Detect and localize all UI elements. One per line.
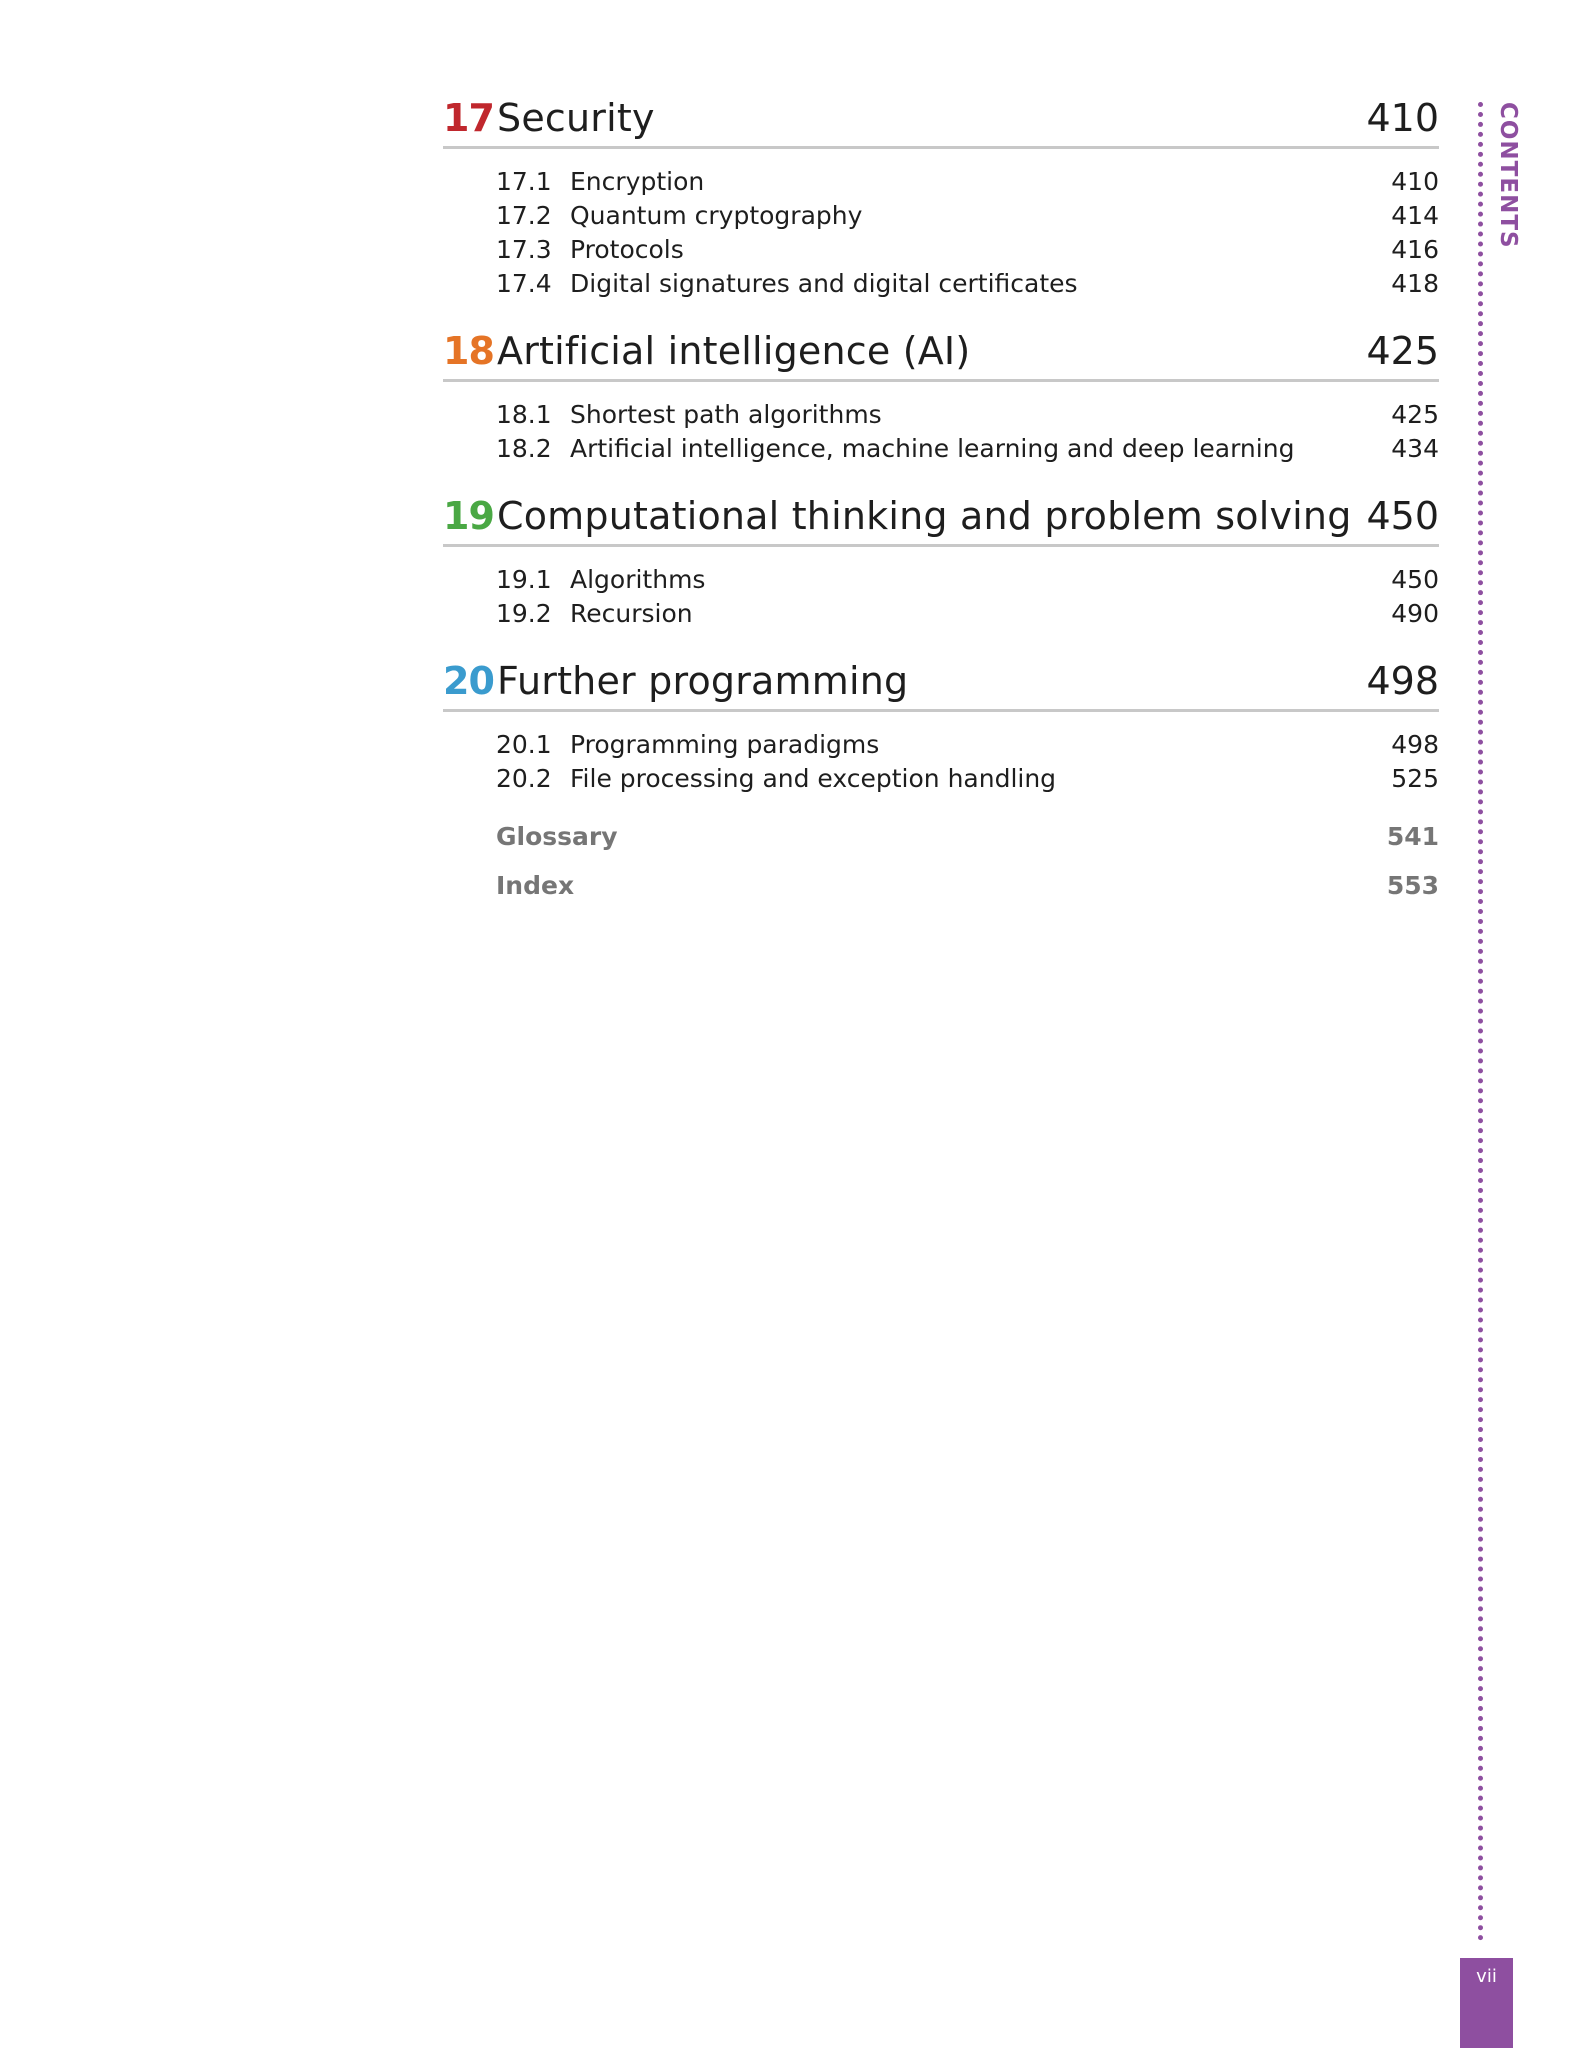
chapter-page-number: 410 (1366, 96, 1439, 140)
section-page-number: 498 (1391, 730, 1439, 759)
section-entry[interactable] (496, 728, 1439, 762)
dotted-side-rule (1478, 102, 1483, 1942)
section-entry[interactable] (496, 762, 1439, 796)
section-page-number: 418 (1391, 269, 1439, 298)
page-number-tab (1460, 1958, 1513, 2048)
section-page-number: 525 (1391, 764, 1439, 793)
chapter-17 (443, 96, 1439, 301)
chapter-title: Artificial intelligence (AI) (497, 329, 971, 373)
chapter-heading[interactable] (443, 494, 1439, 547)
section-page-number: 450 (1391, 565, 1439, 594)
chapter-heading[interactable] (443, 659, 1439, 712)
section-number: 17.3 (496, 235, 552, 264)
section-number: 20.2 (496, 764, 552, 793)
table-of-contents (443, 96, 1439, 910)
section-title: Encryption (570, 167, 705, 196)
chapter-page-number: 425 (1366, 329, 1439, 373)
chapter-number: 18 (443, 329, 494, 373)
index-entry[interactable] (496, 861, 1439, 910)
contents-side-label: CONTENTS (1495, 102, 1521, 249)
section-page-number: 410 (1391, 167, 1439, 196)
section-page-number: 425 (1391, 400, 1439, 429)
section-title: Quantum cryptography (570, 201, 863, 230)
chapter-page-number: 498 (1366, 659, 1439, 703)
section-title: File processing and exception handling (570, 764, 1057, 793)
section-title: Artificial intelligence, machine learning and deep learning (570, 434, 1295, 463)
section-title: Digital signatures and digital certificates (570, 269, 1078, 298)
section-title: Protocols (570, 235, 684, 264)
section-page-number: 414 (1391, 201, 1439, 230)
section-entry[interactable] (496, 398, 1439, 432)
back-matter-title: Index (496, 871, 575, 900)
section-number: 17.1 (496, 167, 552, 196)
chapter-20 (443, 659, 1439, 796)
chapter-title: Computational thinking and problem solving (497, 494, 1352, 538)
section-entry[interactable] (496, 563, 1439, 597)
section-entry[interactable] (496, 267, 1439, 301)
section-number: 19.2 (496, 599, 552, 628)
section-number: 18.2 (496, 434, 552, 463)
section-title: Programming paradigms (570, 730, 880, 759)
back-matter-title: Glossary (496, 822, 618, 851)
section-entry[interactable] (496, 597, 1439, 631)
chapter-number: 17 (443, 96, 494, 140)
chapter-page-number: 450 (1366, 494, 1439, 538)
chapter-heading[interactable] (443, 96, 1439, 149)
section-page-number: 490 (1391, 599, 1439, 628)
section-title: Algorithms (570, 565, 706, 594)
chapter-heading[interactable] (443, 329, 1439, 382)
section-number: 20.1 (496, 730, 552, 759)
chapter-19 (443, 494, 1439, 631)
chapter-title: Further programming (497, 659, 909, 703)
chapter-title: Security (497, 96, 655, 140)
section-entry[interactable] (496, 233, 1439, 267)
section-number: 18.1 (496, 400, 552, 429)
section-number: 17.4 (496, 269, 552, 298)
section-number: 17.2 (496, 201, 552, 230)
section-title: Shortest path algorithms (570, 400, 882, 429)
section-entry[interactable] (496, 199, 1439, 233)
back-matter-page-number: 553 (1386, 871, 1439, 900)
section-entry[interactable] (496, 432, 1439, 466)
section-number: 19.1 (496, 565, 552, 594)
page-number: vii (1476, 1966, 1497, 1987)
back-matter (443, 812, 1439, 910)
glossary-entry[interactable] (496, 812, 1439, 861)
section-title: Recursion (570, 599, 693, 628)
back-matter-page-number: 541 (1386, 822, 1439, 851)
section-page-number: 416 (1391, 235, 1439, 264)
chapter-number: 20 (443, 659, 494, 703)
section-entry[interactable] (496, 165, 1439, 199)
chapter-number: 19 (443, 494, 494, 538)
chapter-18 (443, 329, 1439, 466)
section-page-number: 434 (1391, 434, 1439, 463)
